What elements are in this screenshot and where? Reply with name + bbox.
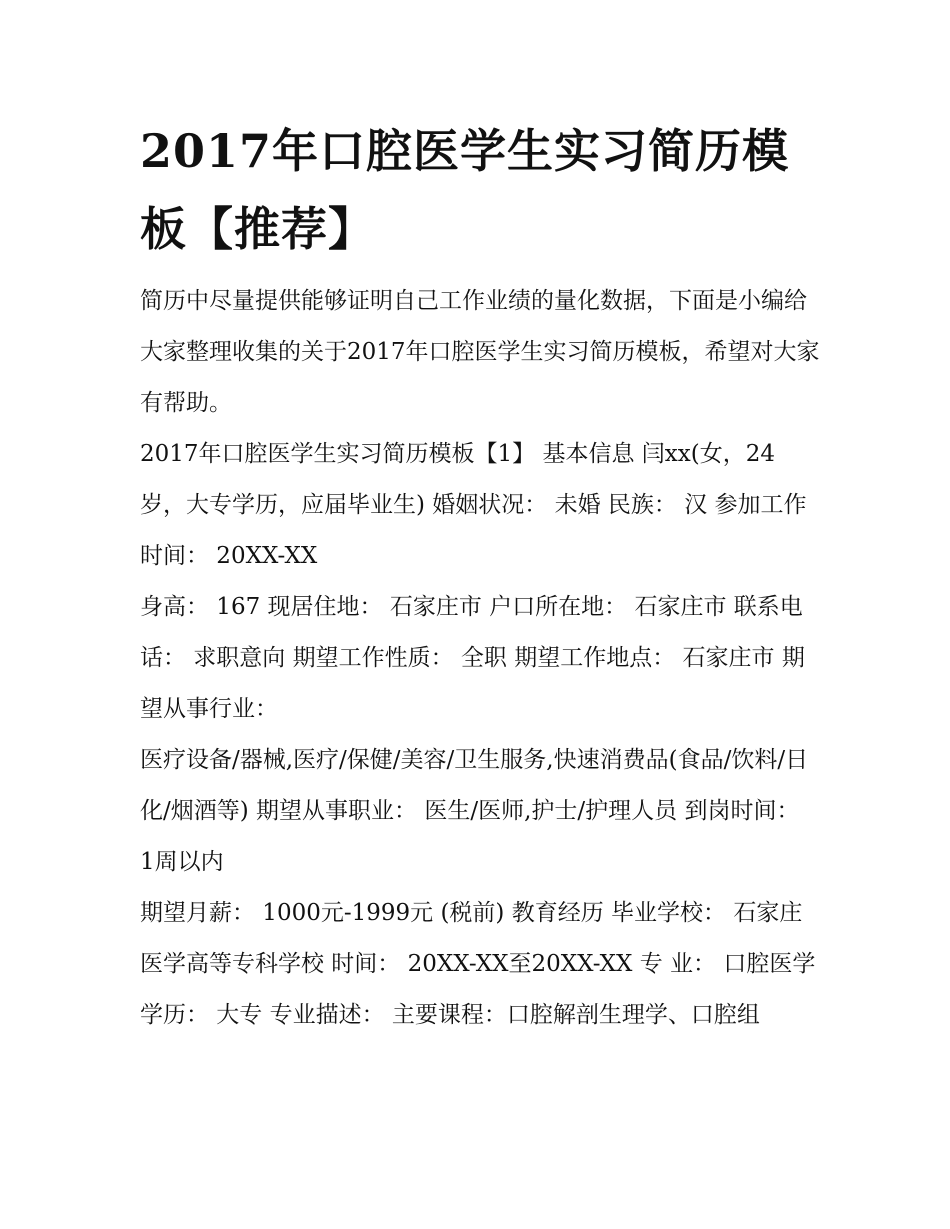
document-page <box>140 112 820 1041</box>
basic-info-paragraph: 2017年口腔医学生实习简历模板【1】 基本信息 闫xx(女，24岁，大专学历，应届毕业生) 婚姻状况： 未婚 民族： 汉 参加工作时间： 20XX-XX <box>140 441 807 569</box>
document-title: 2017年口腔医学生实习简历模板【推荐】 <box>140 124 790 256</box>
intro-paragraph: 简历中尽量提供能够证明自己工作业绩的量化数据，下面是小编给大家整理收集的关于2017年口腔医学生实习简历模板，希望对大家有帮助。 <box>140 288 820 416</box>
industry-paragraph: 医疗设备/器械,医疗/保健/美容/卫生服务,快速消费品(食品/饮料/日化/烟酒等) 期望从事职业： 医生/医师,护士/护理人员 到岗时间： 1周以内 <box>140 747 809 875</box>
major-description-paragraph: 学历： 大专 专业描述： 主要课程：口腔解剖生理学、口腔组 <box>140 1002 760 1028</box>
education-paragraph: 期望月薪： 1000元-1999元 (税前) 教育经历 毕业学校： 石家庄医学高等专科学校 时间： 20XX-XX至20XX-XX 专 业： 口腔医学 <box>140 900 816 977</box>
job-intent-paragraph: 身高： 167 现居住地： 石家庄市 户口所在地： 石家庄市 联系电话： 求职意向 期望工作性质： 全职 期望工作地点： 石家庄市 期望从事行业： <box>140 594 805 722</box>
